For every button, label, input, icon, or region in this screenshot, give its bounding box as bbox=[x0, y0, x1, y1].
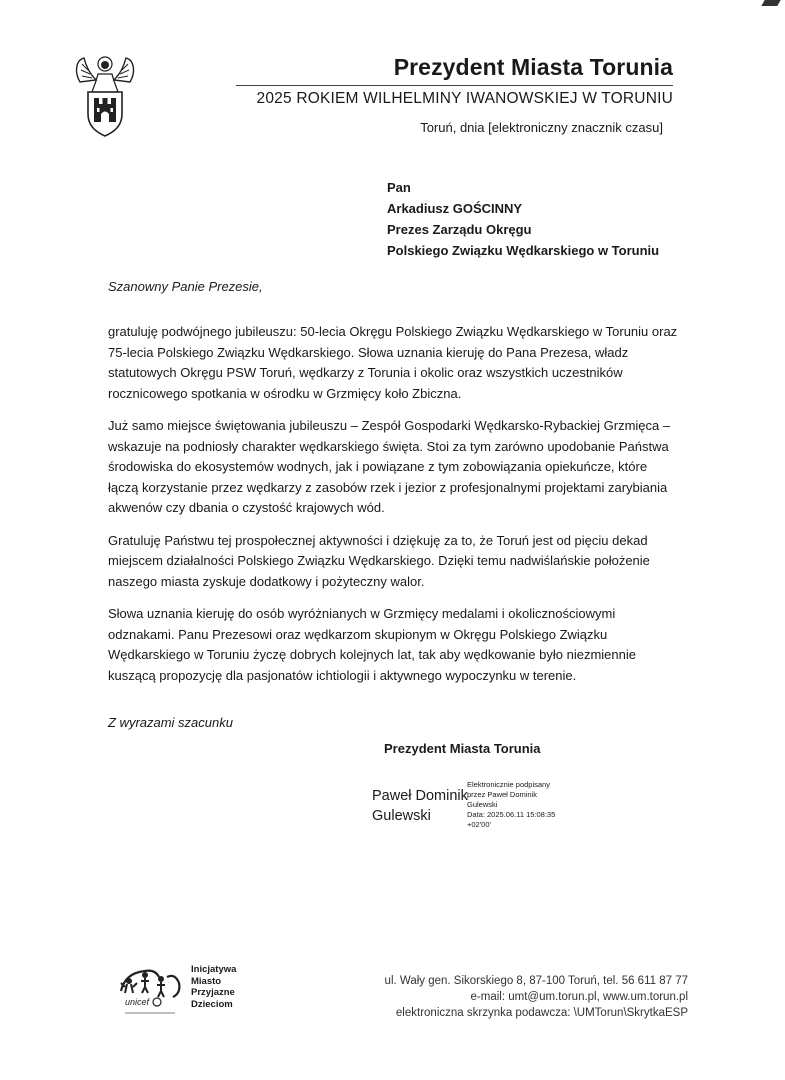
footer-contact-links: e-mail: umt@um.torun.pl, www.um.torun.pl bbox=[470, 991, 688, 1003]
letter-body bbox=[108, 322, 678, 698]
addressee-name: Arkadiusz GOŚCINNY bbox=[387, 201, 523, 216]
closing: Z wyrazami szacunku bbox=[108, 715, 233, 730]
footer-contact bbox=[385, 973, 688, 1021]
signature-name-line: Paweł Dominik bbox=[372, 788, 468, 804]
torun-crest-icon bbox=[72, 52, 138, 138]
signature-metadata bbox=[467, 780, 577, 830]
initiative-line: Miasto bbox=[191, 975, 222, 987]
signature-name bbox=[372, 786, 472, 826]
signature-meta-line: Data: 2025.06.11 15:08:35 bbox=[467, 810, 556, 819]
svg-text:unicef: unicef bbox=[125, 997, 150, 1007]
paragraph: Słowa uznania kieruję do osób wyróżnianych w Grzmięcy medalami i okolicznościowymi odznakami. Panu Prezesowi oraz wędkarzom skupionym w Okręgu Polskiego Związku Wędkarskiego w Toruniu życzę dobrych kolejnych lat, tak aby wędkowanie było niezmiennie kuszącą propozycję dla pasjonatów ichtiologii i aktywnego wypoczynku w terenie. bbox=[108, 606, 636, 683]
signature-meta-line: +02'00' bbox=[467, 820, 491, 829]
paragraph: Gratuluję Państwu tej prospołecznej aktywności i dziękuję za to, że Toruń jest od pięciu dekad miejscem działalności Polskiego Związku Wędkarskiego. Dzięki temu nadwiślańskie położenie naszego miasta zyskuje dodatkowy i pożyteczny walor. bbox=[108, 532, 650, 589]
header-title: Prezydent Miasta Torunia bbox=[393, 54, 673, 80]
paragraph: Już samo miejsce świętowania jubileuszu – Zespół Gospodarki Wędkarsko-Rybackiej Grzmięca – wskazuje na podniosły charakter wędkarskiego święta. Stoi za tym zarówno upodobanie Państwa środowiska do ekosystemów wodnych, jak i powiązane z tym zobowiązania opiekuńcze, które łączą korzystanie przez wędkarzy z zasobów rzek i jezior z profesjonalnymi projektami zarybiania akwenów czy dbania o czystość krajowych wód. bbox=[108, 418, 671, 515]
signature-meta-line: Elektronicznie podpisany bbox=[467, 780, 550, 789]
scan-corner-mark bbox=[761, 0, 780, 6]
signature-name-line: Gulewski bbox=[372, 808, 431, 824]
initiative-line: Dzieciom bbox=[191, 998, 233, 1010]
signature-meta-line: Gulewski bbox=[467, 800, 498, 809]
paragraph: gratuluję podwójnego jubileuszu: 50-lecia Okręgu Polskiego Związku Wędkarskiego w Toruniu oraz 75-lecia Polskiego Związku Wędkarskiego. Słowa uznania kieruję do Pana Prezesa, władz statutowych Okręgu PSW Toruń, wędkarzy z Torunia i okolic oraz wszystkich uczestników rocznicowego spotkania w ośrodku w Grzmięcy koło Zbiczna. bbox=[108, 324, 678, 401]
date-line: Toruń, dnia [elektroniczny znacznik czasu] bbox=[420, 120, 663, 135]
initiative-text bbox=[191, 964, 271, 1010]
addressee-organization: Polskiego Związku Wędkarskiego w Toruniu bbox=[387, 243, 660, 258]
signature-meta-line: przez Paweł Dominik bbox=[467, 790, 538, 799]
salutation: Szanowny Panie Prezesie, bbox=[108, 279, 263, 294]
addressee-block bbox=[387, 177, 659, 261]
header-subtitle: 2025 ROKIEM WILHELMINY IWANOWSKIEJ W TORUNIU bbox=[256, 90, 673, 107]
footer-epuap: elektroniczna skrzynka podawcza: \UMTorun\SkrytkaESP bbox=[395, 1007, 688, 1019]
signature-title: Prezydent Miasta Torunia bbox=[384, 741, 541, 756]
initiative-line: Przyjazne bbox=[191, 987, 235, 998]
addressee-line: Pan bbox=[387, 180, 411, 195]
initiative-line: Inicjatywa bbox=[191, 964, 237, 975]
header-divider bbox=[236, 85, 673, 86]
footer-address: ul. Wały gen. Sikorskiego 8, 87-100 Toruń, tel. 56 611 87 77 bbox=[384, 975, 688, 987]
unicef-logo-icon bbox=[115, 963, 191, 1019]
addressee-position: Prezes Zarządu Okręgu bbox=[387, 222, 532, 237]
